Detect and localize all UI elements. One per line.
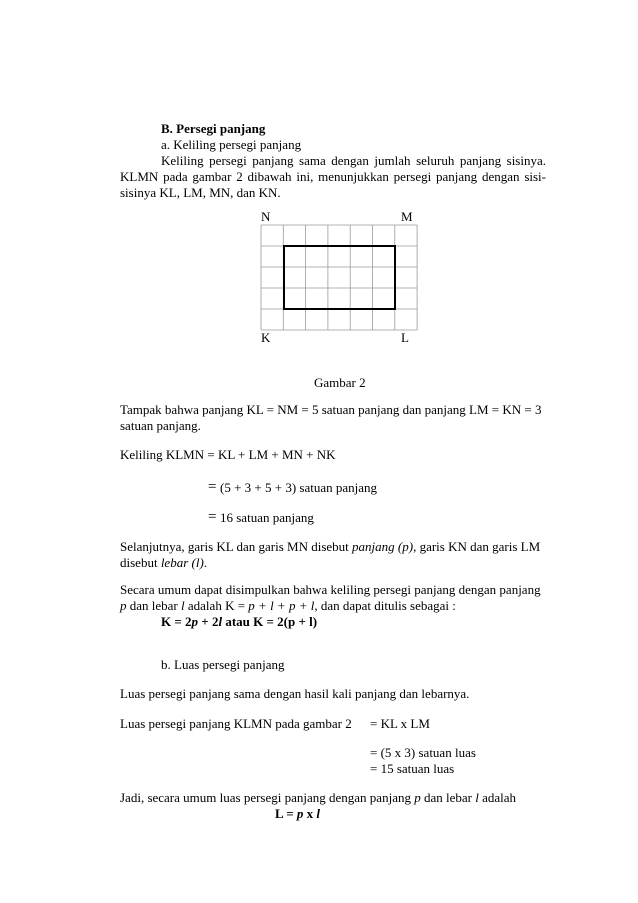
- para5: Luas persegi panjang sama dengan hasil kali panjang dan lebarnya.: [120, 686, 470, 701]
- luas-formula: [275, 806, 320, 822]
- formula-l: l: [218, 614, 223, 629]
- para4-text-f: , dan dapat ditulis sebagai :: [314, 598, 456, 613]
- section-title: B. Persegi panjang: [161, 121, 266, 136]
- keliling-result: 16 satuan panjang: [220, 510, 314, 525]
- para6-text-a: Jadi, secara umum luas persegi panjang dengan panjang: [120, 790, 415, 805]
- subsection-a-title: a. Keliling persegi panjang: [161, 137, 302, 152]
- keliling-equation: Keliling KLMN = KL + LM + MN + NK: [120, 447, 336, 462]
- equals-sign-1: =: [208, 479, 217, 495]
- term-panjang: panjang (p): [352, 539, 414, 554]
- label-n: N: [261, 209, 271, 224]
- final-p: p: [296, 806, 304, 821]
- formula-c: + 2: [198, 614, 219, 629]
- para3-text-c: , garis KN dan garis LM: [413, 539, 541, 554]
- subsection-b-title: b. Luas persegi panjang: [161, 657, 285, 672]
- figure-caption: Gambar 2: [314, 375, 366, 390]
- keliling-step-1: (5 + 3 + 5 + 3) satuan panjang: [220, 480, 378, 495]
- para3-text-a: Selanjutnya, garis KL dan garis MN disebut: [120, 539, 353, 554]
- para6-text-e: adalah: [478, 790, 517, 805]
- para6-var-p: p: [414, 790, 421, 805]
- formula-e: atau K = 2(p + l): [222, 614, 318, 629]
- para6-var-l: l: [475, 790, 479, 805]
- final-l: l: [316, 806, 320, 821]
- label-m: M: [401, 209, 413, 224]
- para6: [120, 790, 516, 806]
- para1-line3: sisinya KL, LM, MN, dan KN.: [120, 185, 281, 200]
- luas-eq-2: = (5 x 3) satuan luas: [370, 745, 476, 760]
- para2-line1: Tampak bahwa panjang KL = NM = 5 satuan panjang dan panjang LM = KN = 3: [120, 402, 542, 417]
- rectangle-klmn: [284, 246, 395, 309]
- para1-line2: KLMN pada gambar 2 dibawah ini, menunjukkan persegi panjang dengan sisi-: [120, 169, 546, 184]
- keliling-formula: [161, 614, 317, 630]
- para6-text-c: dan lebar: [420, 790, 476, 805]
- para4-line2: [120, 598, 456, 614]
- final-a: L =: [275, 806, 297, 821]
- para3-line2: [120, 555, 207, 571]
- para4-text-b: dan lebar: [126, 598, 182, 613]
- luas-eq-1: = KL x LM: [370, 716, 430, 731]
- label-l: L: [401, 330, 409, 345]
- para3-line1: [120, 539, 540, 555]
- label-k: K: [261, 330, 271, 345]
- keliling-sum: p + l + p + l: [248, 598, 315, 613]
- term-lebar: lebar (l): [160, 555, 204, 570]
- para3-text-f: .: [203, 555, 208, 570]
- equals-sign-2: =: [208, 509, 217, 525]
- luas-eq-3: = 15 satuan luas: [370, 761, 455, 776]
- para3-text-d: disebut: [120, 555, 161, 570]
- formula-p: p: [191, 614, 199, 629]
- para4-text-d: adalah K =: [184, 598, 249, 613]
- var-p: p: [120, 598, 127, 613]
- para1-line1: Keliling persegi panjang sama dengan jumlah seluruh panjang sisinya.: [161, 153, 546, 168]
- var-l: l: [181, 598, 185, 613]
- final-c: x: [303, 806, 317, 821]
- para4-line1: Secara umum dapat disimpulkan bahwa keliling persegi panjang dengan panjang: [120, 582, 541, 597]
- formula-a: K = 2: [161, 614, 192, 629]
- para2-line2: satuan panjang.: [120, 418, 201, 433]
- luas-label: Luas persegi panjang KLMN pada gambar 2: [120, 716, 352, 731]
